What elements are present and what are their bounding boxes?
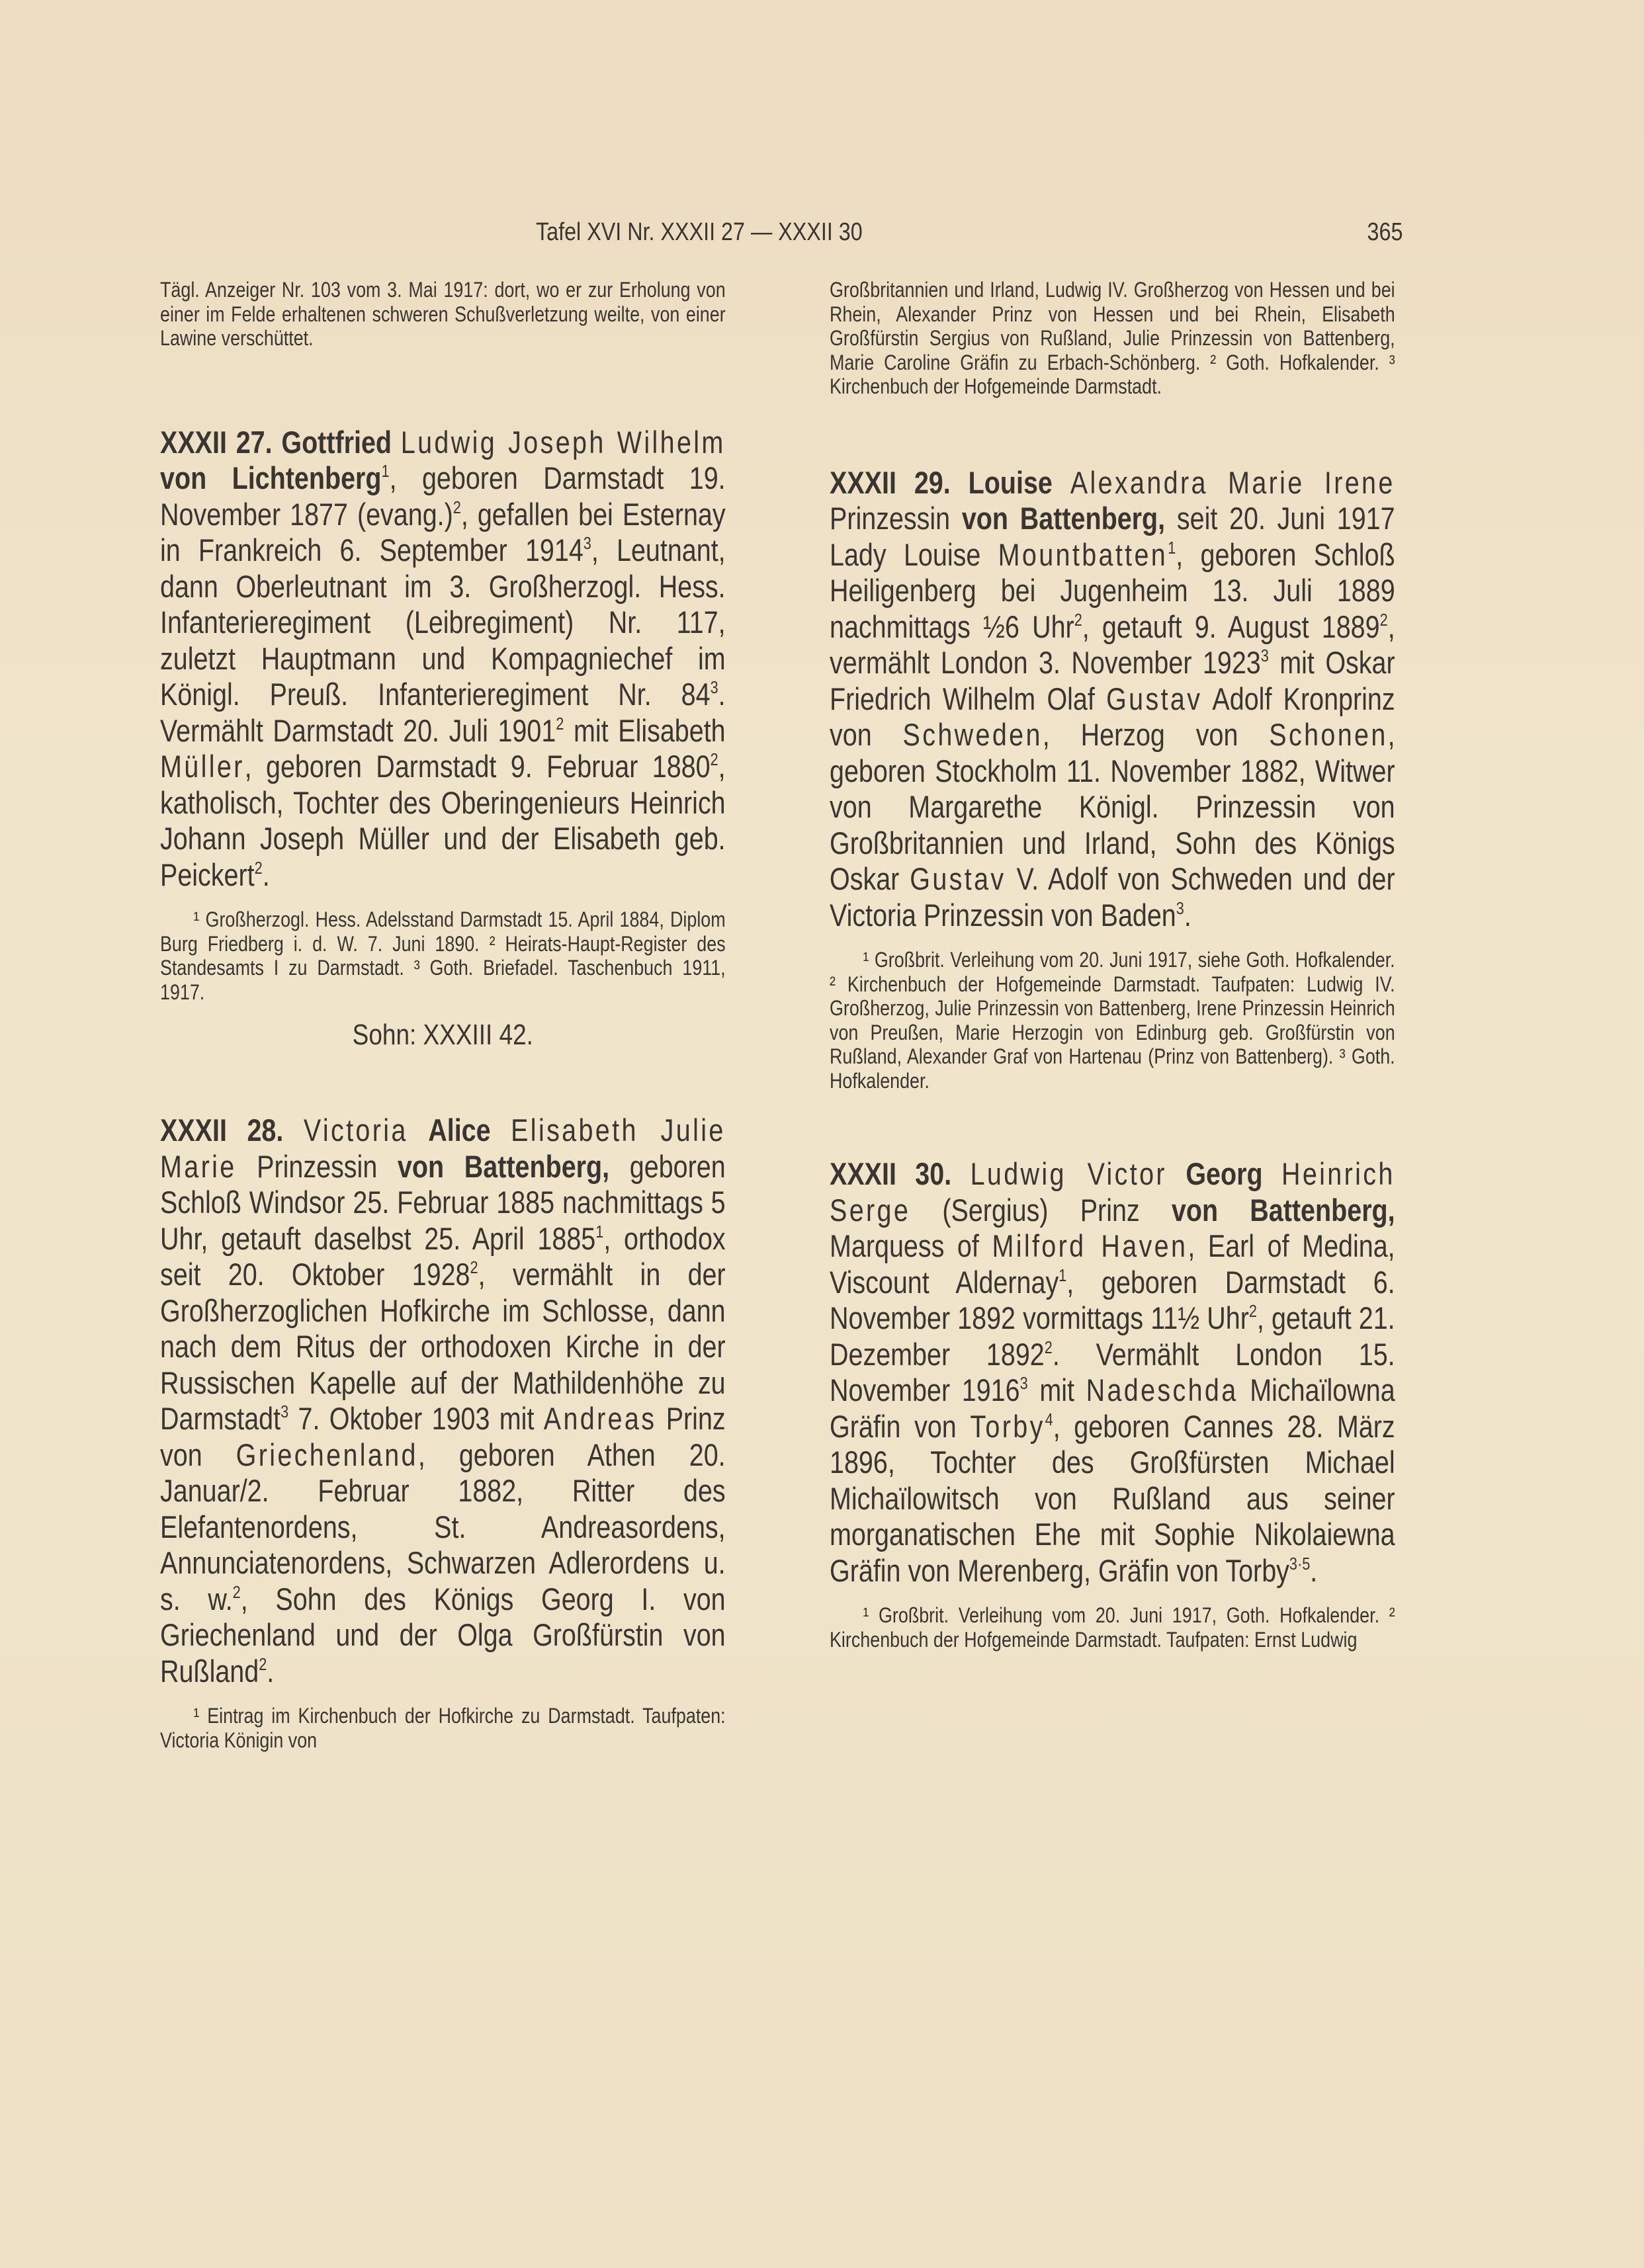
entry-xxxii-28 [160, 1113, 726, 1689]
name-spaced: Victoria [303, 1113, 408, 1148]
entry-text: Adolf Kronprinz von [830, 681, 1395, 752]
entry-text: , gefallen bei Esternay in Frankreich 6. September 1914 [160, 496, 726, 567]
footnote-ref: 2 [710, 750, 718, 769]
footnote-ref: 3 [710, 678, 718, 697]
running-head-title: Tafel XVI Nr. XXXII 27 — XXXII 30 [536, 218, 863, 246]
name-spaced: Alexandra Marie Irene [1070, 464, 1395, 500]
entry-text: , geboren Athen 20. Januar/2. Februar 1882, Ritter des Elefantenordens, St. Andreasordens, Annunciatenordens, Schwarzen Adlerordens u. s. w. [160, 1437, 726, 1617]
entry-text: , geboren Darmstadt 9. Februar 1880 [244, 749, 711, 784]
carryover-footnote: Tägl. Anzeiger Nr. 103 vom 3. Mai 1917: dort, wo er zur Erholung von einer im Felde erhaltenen schweren Schußverletzung weilte, von einer Lawine verschüttet. [160, 278, 726, 350]
entry-text: Prinzessin [830, 501, 962, 536]
entry-text: . [262, 857, 270, 892]
entry-text: , geboren Darmstadt 6. November 1892 vormittags 11½ Uhr [830, 1264, 1395, 1335]
footnote-ref: 3 [281, 1402, 289, 1421]
entry-xxxii-29 [830, 465, 1395, 934]
entry-text: . Vermählt Darmstadt 20. Juli 1901 [160, 677, 726, 748]
footnote-continuation: Großbritannien und Irland, Ludwig IV. Großherzog von Hessen und bei Rhein, Alexander Prinz von Hessen und bei Rhein, Elisabeth Großfürstin Sergius von Rußland, Julie Prinzessin von Battenberg, Marie Caroline Gräfin zu Erbach-Schönberg. ² Goth. Hofkalender. ³ Kirchenbuch der Hofgemeinde Darmstadt. [830, 278, 1395, 398]
footnote-ref: 1 [595, 1222, 604, 1241]
footnotes-30-start: ¹ Großbrit. Verleihung vom 20. Juni 1917, Goth. Hofkalender. ² Kirchenbuch der Hofgemeinde Darmstadt. Taufpaten: Ernst Ludwig [830, 1603, 1395, 1652]
footnote-ref: 2 [1379, 610, 1388, 630]
surname-bold: von Battenberg, [961, 501, 1166, 536]
footnote-ref: 2 [232, 1583, 241, 1602]
surname-bold: von Battenberg, [1171, 1192, 1395, 1228]
page-number: 365 [1367, 218, 1403, 246]
footnote-ref: 2 [1074, 610, 1082, 630]
name-spaced: Griechenland [236, 1437, 418, 1472]
entry-text: mit [1027, 1372, 1086, 1407]
footnote-ref: 2 [470, 1258, 478, 1277]
footnote-ref: 2 [1248, 1302, 1257, 1321]
footnote-ref: 2 [259, 1655, 267, 1674]
footnote-ref: 1 [1059, 1266, 1067, 1285]
entry-text: . Vermählt London 15. November 1916 [830, 1336, 1395, 1407]
entry-text: . [1310, 1552, 1318, 1588]
footnote-ref: 3 [1176, 899, 1184, 918]
entry-number: XXXII 27. [160, 424, 273, 460]
footnote-ref: 3 [1019, 1374, 1028, 1393]
entry-text: Prinz von [160, 1401, 726, 1472]
entry-text: mit Oskar Friedrich Wilhelm Olaf [830, 645, 1395, 716]
footnote-ref: 2 [254, 859, 263, 878]
entry-text: , Earl of Medina, Viscount Aldernay [830, 1228, 1395, 1300]
name-spaced: Mountbatten [998, 536, 1168, 572]
entry-xxxii-30 [830, 1156, 1395, 1589]
entry-text: , geboren Schloß Heiligenberg bei Jugenheim 13. Juli 1889 nachmittags ½6 Uhr [830, 536, 1395, 644]
left-column [160, 278, 726, 1752]
surname-bold: von Lichtenberg [160, 460, 382, 495]
entry-text: , getauft 21. Dezember 1892 [830, 1300, 1395, 1372]
footnote-ref: 2 [1044, 1338, 1053, 1357]
entry-text: Marquess of [830, 1228, 992, 1263]
entry-text: , Leutnant, dann Oberleutnant im 3. Großherzogl. Hess. Infanterieregiment (Leibregiment) Nr. 117, zuletzt Hauptmann und Kompagniechef im Königl. Preuß. Infanterieregiment Nr. 84 [160, 532, 726, 712]
footnote-ref: 1 [1168, 538, 1176, 558]
entry-text: , geboren Cannes 28. März 1896, Tochter des Großfürsten Michael Michaïlowitsch von Rußland aus seiner morganatischen Ehe mit Sophie Nikolaiewna Gräfin von Merenberg, Gräfin von Torby [830, 1408, 1395, 1588]
name-spaced: Ludwig Joseph Wilhelm [400, 424, 726, 460]
entry-text: seit 20. Juni 1917 Lady Louise [830, 501, 1395, 572]
name-spaced: Schweden [902, 717, 1043, 752]
entry-text: , katholisch, Tochter des Oberingenieurs Heinrich Johann Joseph Müller und der Elisabeth geb. Peickert [160, 749, 726, 892]
name-bold: Louise [968, 464, 1053, 500]
entry-text: , vermählt in der Großherzoglichen Hofkirche im Schlosse, dann nach dem Ritus der orthodoxen Kirche in der Russischen Kapelle auf der Mathildenhöhe zu Darmstadt [160, 1257, 726, 1436]
right-column [830, 278, 1395, 1652]
footnote-ref: 1 [381, 462, 390, 481]
entry-text: , Herzog von [1042, 717, 1270, 752]
name-bold: Georg [1186, 1156, 1263, 1191]
entry-text: , vermählt London 3. November 1923 [830, 609, 1395, 680]
footnote-ref: 2 [556, 714, 564, 734]
footnote-ref: 3 [1260, 646, 1269, 665]
footnote-ref: 4 [1045, 1410, 1053, 1429]
entry-text: 7. Oktober 1903 mit [288, 1401, 544, 1436]
entry-text: geboren Schloß Windsor 25. Februar 1885 nachmittags 5 Uhr, getauft daselbst 25. April 1885 [160, 1148, 726, 1256]
entry-text: Prinzessin [236, 1148, 398, 1184]
entry-text: , geboren Darmstadt 19. November 1877 (evang.) [160, 460, 726, 532]
name-spaced: Heinrich Serge [830, 1156, 1395, 1228]
entry-text: . [267, 1653, 275, 1689]
entry-number: XXXII 29. [830, 464, 951, 500]
name-spaced: Andreas [543, 1401, 657, 1436]
entry-text: , getauft 9. August 1889 [1082, 609, 1380, 644]
entry-text: . [1184, 897, 1191, 933]
name-spaced: Gustav [1106, 681, 1203, 716]
footnote-ref: 3 [583, 534, 591, 553]
entry-number: XXXII 28. [160, 1113, 284, 1148]
name-spaced: Ludwig Victor [970, 1156, 1167, 1191]
entry-text: , Sohn des Königs Georg I. von Griechenland und der Olga Großfürstin von Rußland [160, 1581, 726, 1689]
son-reference: Sohn: XXXIII 42. [352, 1019, 533, 1051]
entry-text: Michaïlowna Gräfin von [830, 1372, 1395, 1444]
entry-xxxii-27 [160, 425, 726, 894]
name-spaced: Müller [160, 749, 245, 784]
entry-number: XXXII 30. [830, 1156, 952, 1191]
footnotes-29: ¹ Großbrit. Verleihung vom 20. Juni 1917, siehe Goth. Hofkalender. ² Kirchenbuch der Hofgemeinde Darmstadt. Taufpaten: Ludwig IV. Großherzog, Julie Prinzessin von Battenberg, Irene Prinzessin Heinrich von Preußen, Marie Herzogin von Edinburg geb. Großfürstin von Rußland, Alexander Graf von Hartenau (Prinz von Battenberg). ³ Goth. Hofkalender. [830, 948, 1395, 1093]
name-spaced: Schonen [1269, 717, 1388, 752]
footnotes-27: ¹ Großherzogl. Hess. Adelsstand Darmstadt 15. April 1884, Diplom Burg Friedberg i. d. W. 7. Juni 1890. ² Heirats-Haupt-Register des Standesamts I zu Darmstadt. ³ Goth. Briefadel. Taschenbuch 1911, 1917. [160, 907, 726, 1004]
entry-text: , geboren Stockholm 11. November 1882, Witwer von Margarethe Königl. Prinzessin von Großbritannien und Irland, Sohn des Königs Oskar [830, 717, 1395, 896]
entry-text: mit Elisabeth [564, 712, 726, 748]
entry-text: (Sergius) Prinz [910, 1192, 1172, 1228]
name-bold: Alice [428, 1113, 491, 1148]
running-head [165, 218, 1403, 251]
name-spaced: Milford Haven [992, 1228, 1188, 1263]
footnotes-28-start: ¹ Eintrag im Kirchenbuch der Hofkirche zu Darmstadt. Taufpaten: Victoria Königin von [160, 1704, 726, 1752]
entry-text: V. Adolf von Schweden und der Victoria Prinzessin von Baden [830, 861, 1395, 933]
footnote-ref: 3·5 [1289, 1554, 1311, 1574]
footnote-ref: 2 [453, 498, 461, 517]
entry-text: , orthodox seit 20. Oktober 1928 [160, 1220, 726, 1292]
name-bold: Gottfried [281, 424, 392, 460]
name-spaced: Nadeschda [1086, 1372, 1238, 1407]
name-spaced: Torby [970, 1408, 1045, 1444]
name-spaced: Elisabeth Julie Marie [160, 1113, 726, 1184]
name-spaced: Gustav [910, 861, 1006, 896]
surname-bold: von Battenberg, [397, 1148, 610, 1184]
